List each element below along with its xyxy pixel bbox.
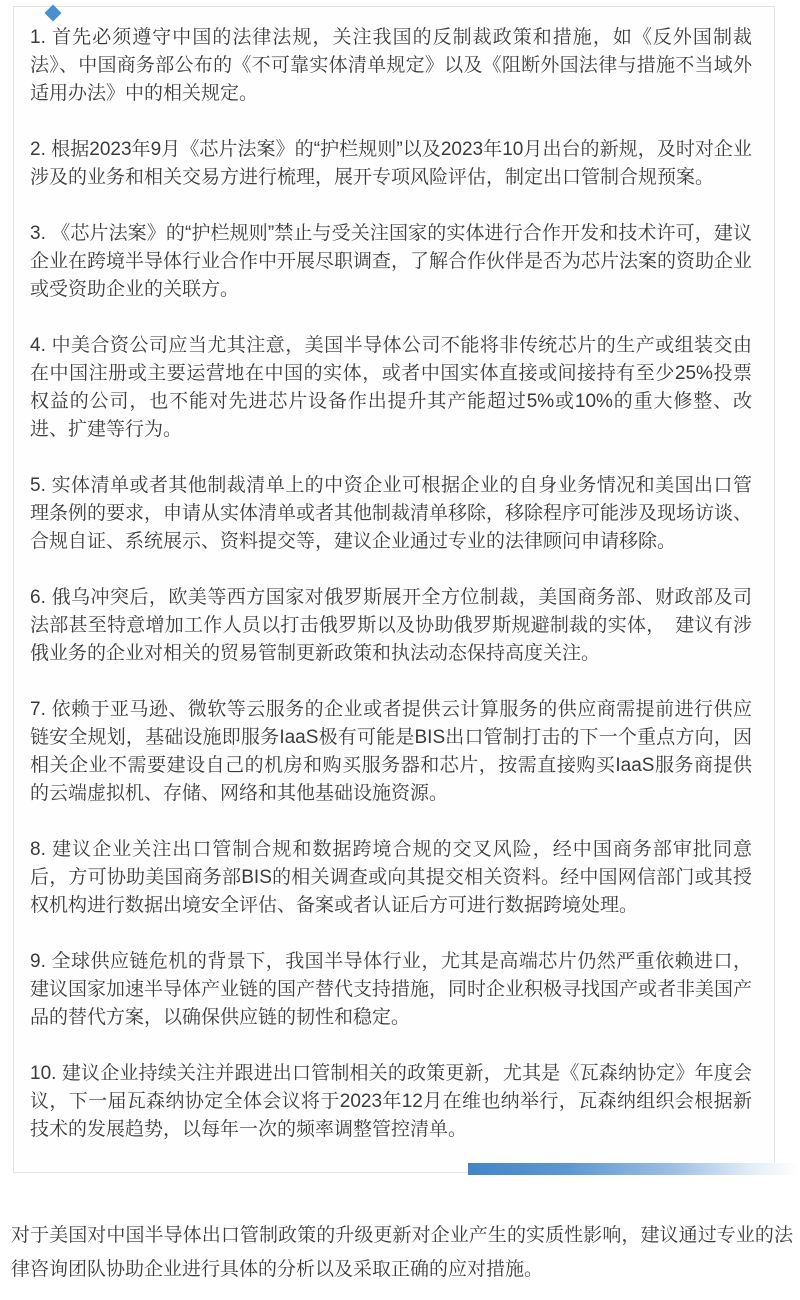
- list-item-4: 4. 中美合资公司应当尤其注意，美国半导体公司不能将非传统芯片的生产或组装交由在中国注册或主要运营地在中国的实体，或者中国实体直接或间接持有至少25%投票权益的公司，也不能对先进芯片设备作出提升其产能超过5%或10%的重大修整、改进、扩建等行为。: [30, 335, 752, 440]
- list-item-8: 8. 建议企业关注出口管制合规和数据跨境合规的交叉风险，经中国商务部审批同意后，方可协助美国商务部BIS的相关调查或向其提交相关资料。经中国网信部门或其授权机构进行数据出境安全评估、备案或者认证后方可进行数据跨境处理。: [30, 839, 752, 916]
- closing-paragraph: 对于美国对中国半导体出口管制政策的升级更新对企业产生的实质性影响，建议通过专业的法律咨询团队协助企业进行具体的分析以及采取正确的应对措施。: [11, 1225, 793, 1280]
- list-item-3: 3. 《芯片法案》的“护栏规则”禁止与受关注国家的实体进行合作开发和技术许可，建议企业在跨境半导体行业合作中开展尽职调查，了解合作伙伴是否为芯片法案的资助企业或受资助企业的关联方。: [30, 223, 753, 300]
- content-card: [13, 6, 775, 1173]
- list-item-7: 7. 依赖于亚马逊、微软等云服务的企业或者提供云计算服务的供应商需提前进行供应链安全规划，基础设施即服务IaaS极有可能是BIS出口管制打击的下一个重点方向，因相关企业不需要建设自己的机房和购买服务器和芯片，按需直接购买IaaS服务商提供的云端虚拟机、存储、网络和其他基础设施资源。: [30, 699, 752, 804]
- list-item-9: 9. 全球供应链危机的背景下，我国半导体行业，尤其是高端芯片仍然严重依赖进口，建议国家加速半导体产业链的国产替代支持措施，同时企业积极寻找国产或者非美国产品的替代方案，以确保供应链的韧性和稳定。: [30, 951, 753, 1028]
- list-item-1: 1. 首先必须遵守中国的法律法规，关注我国的反制裁政策和措施，如《反外国制裁法》、中国商务部公布的《不可靠实体清单规定》以及《阻断外国法律与措施不当域外适用办法》中的相关规定。: [30, 27, 752, 104]
- list-item-6: 6. 俄乌冲突后，欧美等西方国家对俄罗斯展开全方位制裁，美国商务部、财政部及司法部甚至特意增加工作人员以打击俄罗斯以及协助俄罗斯规避制裁的实体， 建议有涉俄业务的企业对相关的贸易管制更新政策和执法动态保持高度关注。: [30, 587, 752, 664]
- bottom-gradient-bar: [468, 1163, 798, 1175]
- list-item-2: 2. 根据2023年9月《芯片法案》的“护栏规则”以及2023年10月出台的新规，及时对企业涉及的业务和相关交易方进行梳理，展开专项风险评估，制定出口管制合规预案。: [30, 139, 752, 188]
- list-item-10: 10. 建议企业持续关注并跟进出口管制相关的政策更新，尤其是《瓦森纳协定》年度会议，下一届瓦森纳协定全体会议将于2023年12月在维也纳举行，瓦森纳组织会根据新技术的发展趋势，以每年一次的频率调整管控清单。: [30, 1063, 752, 1140]
- list-item-5: 5. 实体清单或者其他制裁清单上的中资企业可根据企业的自身业务情况和美国出口管理条例的要求，申请从实体清单或者其他制裁清单移除，移除程序可能涉及现场访谈、合规自证、系统展示、资料提交等，建议企业通过专业的法律顾问申请移除。: [30, 475, 753, 552]
